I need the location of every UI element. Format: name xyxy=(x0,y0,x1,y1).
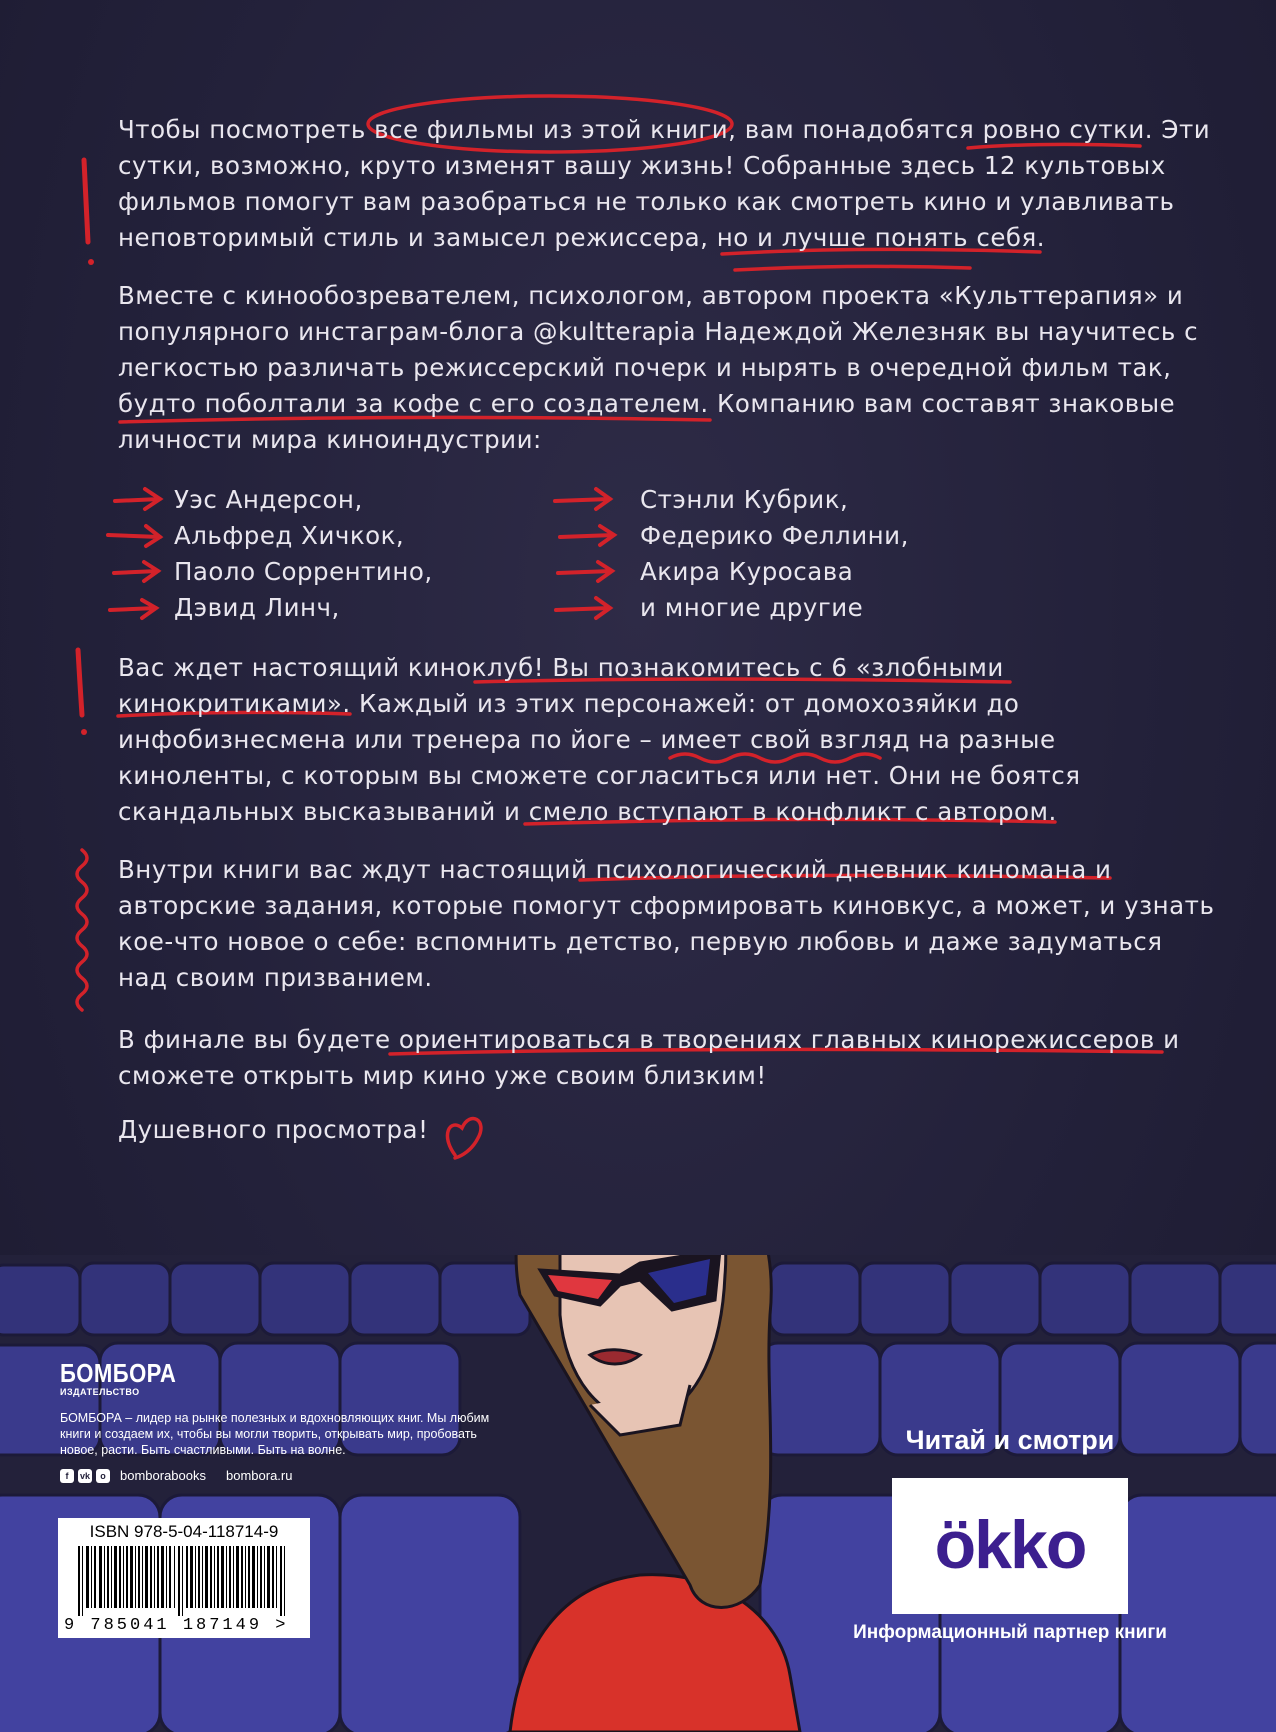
list-item: Федерико Феллини, xyxy=(640,521,909,550)
list-item: Паоло Соррентино, xyxy=(174,557,433,586)
okko-logo-box[interactable] xyxy=(892,1478,1128,1614)
critics-paragraph: Вас ждет настоящий киноклуб! Вы познакомитесь с 6 «злобными кинокритиками». Каждый из этих персонажей: от домохозяйки до инфобизнесмена или тренера по йоге – имеет свой взгляд на разные киноленты, с которым вы сможете согласиться или нет. Они не боятся скандальных высказываний и смело вступают в конфликт с автором. xyxy=(118,653,1081,826)
vk-icon[interactable]: vk xyxy=(79,1470,90,1481)
barcode-digits: 9 785041 187149 > xyxy=(64,1616,289,1635)
list-item: Дэвид Линч, xyxy=(174,593,340,622)
directors-list-right xyxy=(640,482,909,626)
underline xyxy=(735,266,970,270)
isbn-barcode xyxy=(58,1518,310,1638)
exclamation-dot xyxy=(81,729,87,735)
finale-paragraph: В финале вы будете ориентироваться в творениях главных кинорежиссеров и сможете открыть мир кино уже своим близким! xyxy=(118,1025,1180,1090)
list-item: Стэнли Кубрик, xyxy=(640,485,849,514)
list-item: Акира Куросава xyxy=(640,557,854,586)
website-link[interactable]: bombora.ru xyxy=(226,1468,293,1483)
facebook-icon[interactable]: f xyxy=(60,1469,74,1483)
wavy-side-mark xyxy=(77,850,87,1010)
exclamation xyxy=(84,160,88,242)
ok-icon[interactable]: o xyxy=(96,1469,110,1483)
exclamation-dot xyxy=(88,259,94,265)
intro-paragraph: Чтобы посмотреть все фильмы из этой книги, вам понадобятся ровно сутки. Эти сутки, возможно, круто изменят вашу жизнь! Собранные здесь 12 культовых фильмов помогут вам разобраться не только как смотреть кино и улавливать неповторимый стиль и замысел режиссера, но и лучше понять себя. xyxy=(118,115,1211,252)
barcode-bars xyxy=(78,1546,298,1616)
list-item: Уэс Андерсон, xyxy=(174,485,363,514)
okko-logo: ökko xyxy=(934,1507,1086,1583)
list-item: и многие другие xyxy=(640,593,864,622)
directors-list-left xyxy=(174,482,433,626)
list-item: Альфред Хичкок, xyxy=(174,521,405,550)
social-links xyxy=(60,1468,292,1483)
exclamation xyxy=(78,650,82,715)
publisher-description: БОМБОРА – лидер на рынке полезных и вдохновляющих книг. Мы любим книги и создаем их, чтобы вы могли творить, открывать мир, пробовать новое, расти. Быть счастливыми. Быть на волне. xyxy=(60,1411,490,1457)
author-paragraph: Вместе с кинообозревателем, психологом, автором проекта «Культтерапия» и популярного инстаграм-блога @kultterapia Надеждой Железняк вы научитесь с легкостью различать режиссерский почерк и нырять в очередной фильм так, будто поболтали за кофе с его создателем. Компанию вам составят знаковые личности мира киноиндустрии: xyxy=(118,281,1199,454)
partner-caption: Информационный партнер книги xyxy=(853,1622,1167,1643)
publisher-logo: БОМБОРА ИЗДАТЕЛЬСТВО xyxy=(60,1358,177,1397)
closing-line: Душевного просмотра! xyxy=(118,1115,429,1144)
diary-paragraph: Внутри книги вас ждут настоящий психологический дневник киномана и авторские задания, которые помогут сформировать киновкус, а может, и узнать кое-что новое о себе: вспомнить детство, первую любовь и даже задуматься над своим призванием. xyxy=(118,855,1215,992)
partner-tagline: Читай и смотри xyxy=(905,1425,1115,1455)
social-handle[interactable]: bomborabooks xyxy=(120,1468,206,1483)
isbn-label: ISBN 978-5-04-118714-9 xyxy=(89,1522,279,1541)
